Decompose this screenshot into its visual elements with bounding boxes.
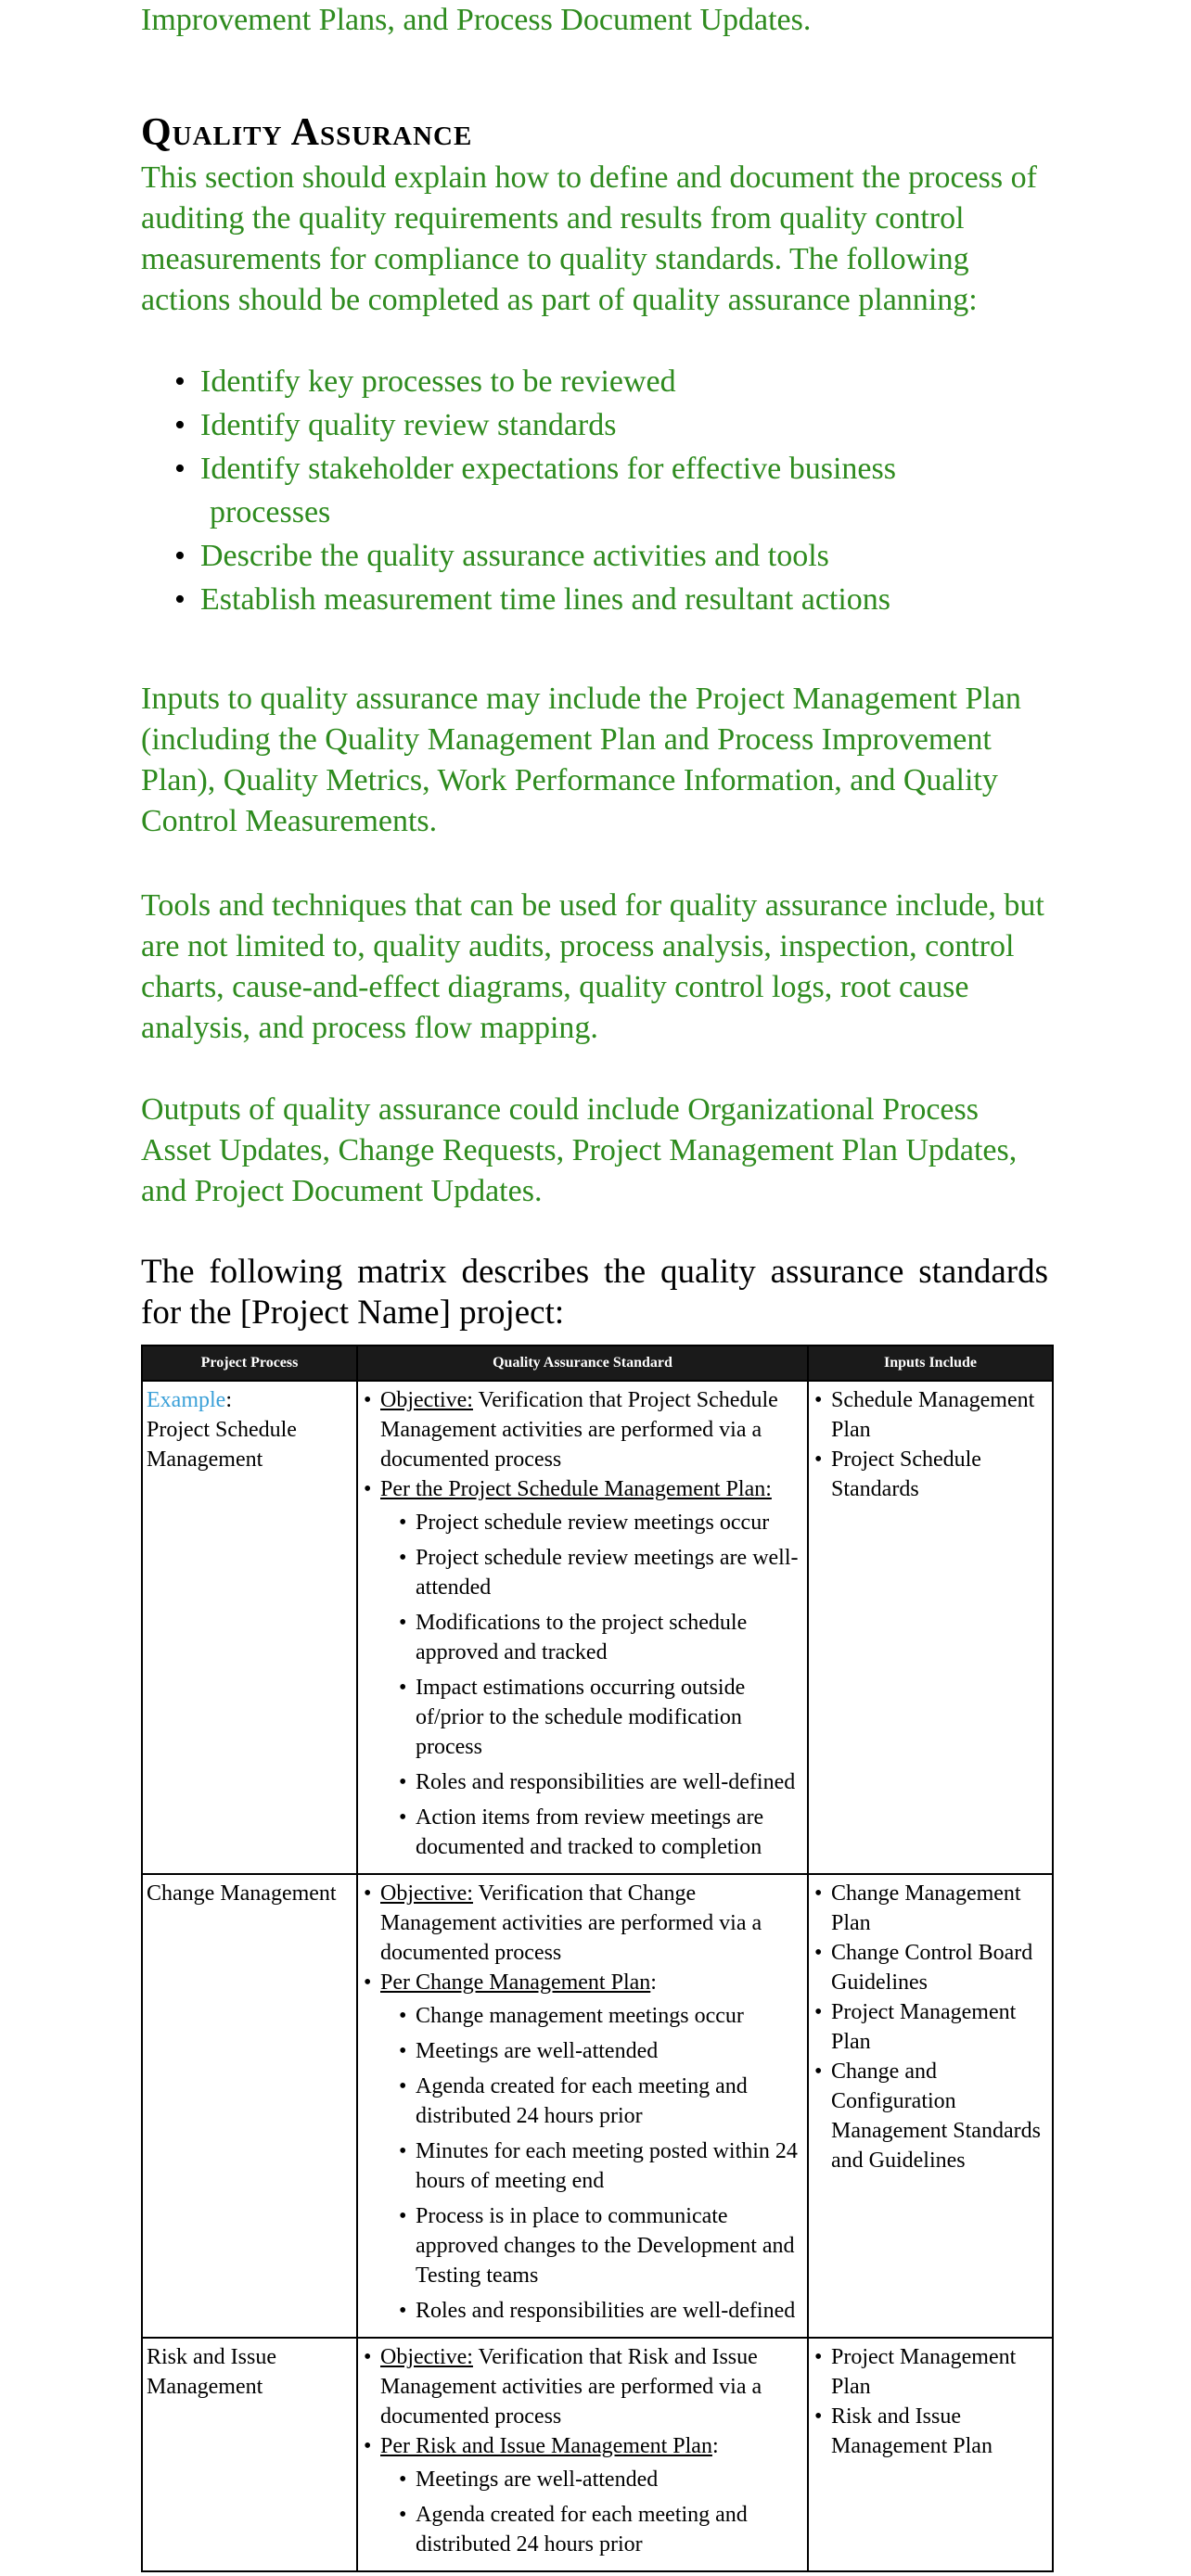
objective-item: • Objective: Verification that Change Management activities are performed via a documented process [362, 1879, 803, 1968]
list-item: • Change Control Board Guidelines [813, 1938, 1048, 1997]
per-plan-item: • Per Risk and Issue Management Plan: [362, 2431, 803, 2461]
list-item: • Minutes for each meeting posted within 24 hours of meeting end [362, 2136, 803, 2196]
inputs-cell [808, 1381, 1053, 1874]
list-item: • Roles and responsibilities are well-defined [362, 1767, 803, 1797]
list-item: • Action items from review meetings are documented and tracked to completion [362, 1803, 803, 1862]
standard-cell [357, 2338, 808, 2571]
list-item: • Project Schedule Standards [813, 1445, 1048, 1504]
process-name: Change Management [147, 1881, 337, 1906]
list-item: • Identify stakeholder expectations for effective business processes [141, 447, 1055, 534]
list-item: • Impact estimations occurring outside of/prior to the schedule modification process [362, 1673, 803, 1762]
list-item: • Change Management Plan [813, 1879, 1048, 1938]
inputs-cell [808, 1874, 1053, 2338]
list-item: • Agenda created for each meeting and distributed 24 hours prior [362, 2072, 803, 2131]
list-item: • Process is in place to communicate approved changes to the Development and Testing teams [362, 2201, 803, 2290]
process-name: Project Schedule Management [147, 1418, 297, 1472]
list-item: • Project schedule review meetings are well-attended [362, 1543, 803, 1602]
column-header: Inputs Include [808, 1345, 1053, 1381]
table-header-row [142, 1345, 1053, 1381]
per-plan-item: • Per Change Management Plan: [362, 1968, 803, 1997]
section-intro: This section should explain how to define and document the process of auditing the quality requirements and results from quality control measurements for compliance to quality standards. The following actions should be completed as part of quality assurance planning: [141, 160, 1037, 317]
table-row [142, 1381, 1053, 1874]
list-item: • Establish measurement time lines and resultant actions [141, 578, 1055, 621]
standard-cell [357, 1381, 808, 1874]
list-item: • Modifications to the project schedule approved and tracked [362, 1608, 803, 1667]
list-item: • Project Management Plan [813, 1997, 1048, 2057]
list-item: • Identify quality review standards [141, 403, 1055, 447]
per-plan-item: • Per the Project Schedule Management Plan: [362, 1474, 803, 1504]
list-item: • Change and Configuration Management Standards and Guidelines [813, 2057, 1048, 2175]
process-name: Risk and Issue Management [147, 2345, 276, 2399]
list-item: • Identify key processes to be reviewed [141, 360, 1055, 403]
table-row [142, 1874, 1053, 2338]
example-label: Example [147, 1388, 226, 1412]
objective-item: • Objective: Verification that Risk and Issue Management activities are performed via a documented process [362, 2342, 803, 2431]
inputs-cell [808, 2338, 1053, 2571]
tools-paragraph: Tools and techniques that can be used for quality assurance include, but are not limited to, quality audits, process analysis, inspection, control charts, cause-and-effect diagrams, quality control logs, root cause analysis, and process flow mapping. [141, 888, 1044, 1045]
list-item: • Schedule Management Plan [813, 1385, 1048, 1445]
inputs-paragraph: Inputs to quality assurance may include the Project Management Plan (including the Quality Management Plan and Process Improvement Plan), Quality Metrics, Work Performance Information, and Quality Control Measurements. [141, 682, 1021, 838]
list-item: • Risk and Issue Management Plan [813, 2402, 1048, 2461]
list-item: • Agenda created for each meeting and distributed 24 hours prior [362, 2500, 803, 2559]
list-item: • Project schedule review meetings occur [362, 1508, 803, 1537]
planning-actions-list [141, 360, 1055, 621]
quality-assurance-matrix [141, 1345, 1054, 2572]
objective-item: • Objective: Verification that Project Schedule Management activities are performed via a documented process [362, 1385, 803, 1474]
process-cell [142, 2338, 357, 2571]
list-item: • Meetings are well-attended [362, 2036, 803, 2066]
column-header: Quality Assurance Standard [357, 1345, 808, 1381]
process-cell [142, 1874, 357, 2338]
list-item: • Change management meetings occur [362, 2001, 803, 2031]
standard-cell [357, 1874, 808, 2338]
list-item: • Describe the quality assurance activities and tools [141, 534, 1055, 578]
process-cell: Example: Project Schedule Management [142, 1381, 357, 1874]
list-item: • Roles and responsibilities are well-defined [362, 2296, 803, 2326]
outputs-paragraph: Outputs of quality assurance could include Organizational Process Asset Updates, Change Requests, Project Management Plan Updates, and Project Document Updates. [141, 1092, 1018, 1208]
column-header: Project Process [142, 1345, 357, 1381]
list-item: • Meetings are well-attended [362, 2465, 803, 2494]
list-item: • Project Management Plan [813, 2342, 1048, 2402]
section-heading: Quality Assurance [141, 111, 473, 154]
table-row [142, 2338, 1053, 2571]
previous-section-last-line: Improvement Plans, and Process Document Updates. [141, 3, 812, 37]
matrix-intro: The following matrix describes the quality assurance standards for the [Project Name] project: [141, 1253, 1048, 1332]
